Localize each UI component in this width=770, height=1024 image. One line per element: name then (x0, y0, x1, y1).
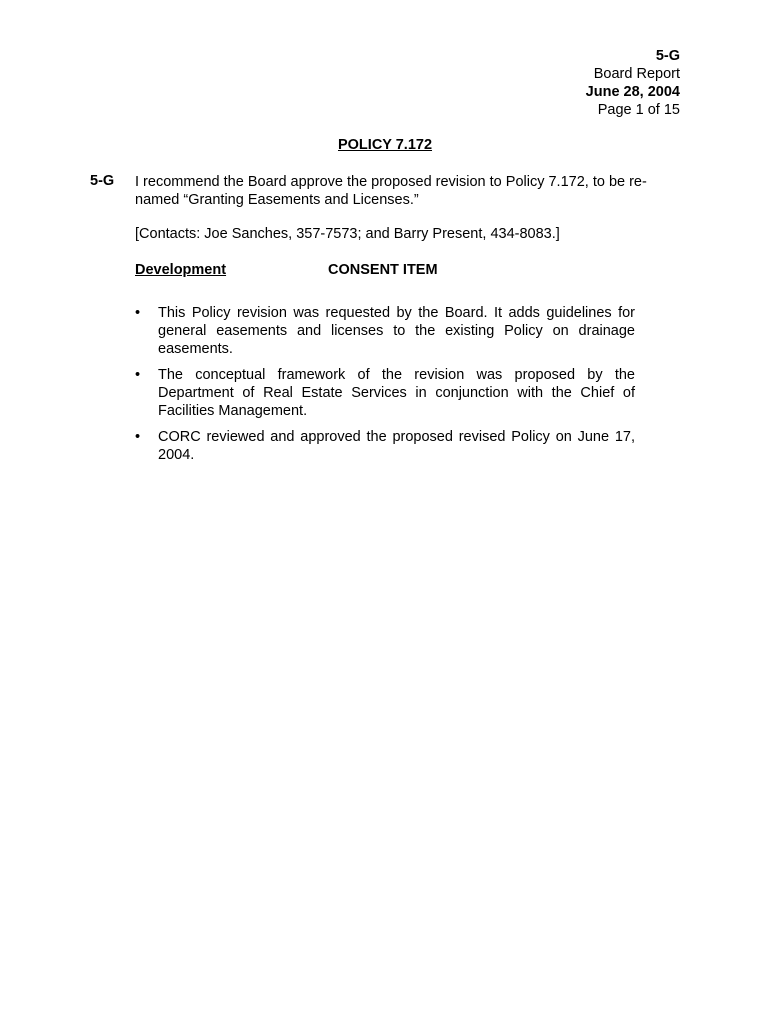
policy-title-row (0, 137, 770, 153)
report-header (586, 47, 680, 119)
bullet-icon: • (135, 367, 141, 383)
contacts-line: [Contacts: Joe Sanches, 357-7573; and Barry Present, 434-8083.] (135, 226, 560, 242)
header-item-code: 5-G (655, 48, 680, 64)
bullet-icon: • (135, 305, 141, 321)
bullet-list (135, 304, 635, 472)
bullet-text: CORC reviewed and approved the proposed revised Policy on June 17, 2004. (158, 429, 635, 463)
item-number: 5-G (90, 173, 115, 189)
bullet-icon: • (135, 429, 141, 445)
recommendation-text (135, 173, 675, 209)
recommendation-line-1: I recommend the Board approve the proposed revision to Policy 7.172, to be re- (135, 174, 647, 190)
list-item (135, 428, 635, 464)
list-item (135, 366, 635, 420)
header-report-type: Board Report (593, 66, 680, 82)
category-label: Development (135, 262, 227, 278)
recommendation-line-2: named “Granting Easements and Licenses.” (135, 192, 419, 208)
list-item (135, 304, 635, 358)
header-date: June 28, 2004 (585, 84, 680, 100)
header-page-info: Page 1 of 15 (597, 102, 680, 118)
bullet-text: The conceptual framework of the revision was proposed by the Department of Real Estate Services in conjunction with the Chief of Facilities Management. (158, 367, 635, 419)
consent-item-label: CONSENT ITEM (328, 262, 438, 278)
policy-title: POLICY 7.172 (337, 137, 433, 153)
bullet-text: This Policy revision was requested by the Board. It adds guidelines for general easements and licenses to the existing Policy on drainage easements. (158, 305, 635, 357)
